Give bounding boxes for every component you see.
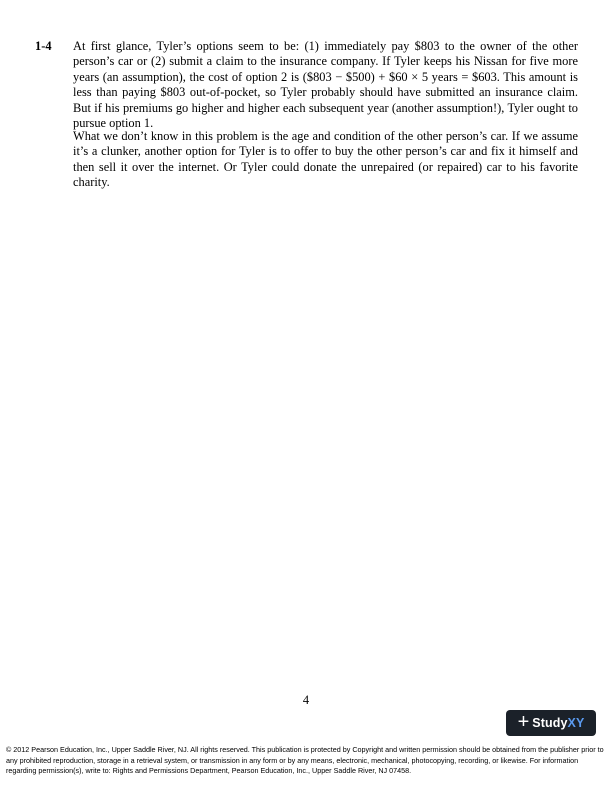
paragraph-1: At first glance, Tyler’s options seem to be: (1) immediately pay $803 to the owner of the other person’s car or (2) submit a claim to the insurance company. If Tyler keeps his Nissan for five more years (an assumption), the cost of option 2 is ($803 − $500) + $60 × 5 years = $603. This amount is less than paying $803 out-of-pocket, so Tyler probably should have submitted an insurance claim. But if his premiums go higher and higher each subsequent year (another assumption!), Tyler ought to pursue option 1. [73, 39, 578, 131]
plus-icon: + [517, 711, 530, 733]
problem-number: 1-4 [35, 39, 52, 53]
logo-text-xy: XY [567, 716, 585, 730]
logo-text-study: Study [532, 716, 568, 730]
page-number: 4 [302, 693, 310, 707]
copyright-footer: © 2012 Pearson Education, Inc., Upper Saddle River, NJ. All rights reserved. This publication is protected by Copyright and written permission should be obtained from the publisher prior to any prohibited reproduction, storage in a retrieval system, or transmission in any form or by any means, electronic, mechanical, photocopying, recording, or likewise. For information regarding permission(s), write to: Rights and Permissions Department, Pearson Education, Inc., Upper Saddle River, NJ 07458. [6, 745, 604, 775]
logo-wordmark [532, 716, 584, 730]
paragraph-2: What we don’t know in this problem is the age and condition of the other person’s car. If we assume it’s a clunker, another option for Tyler is to offer to buy the other person’s car and fix it himself and then sell it over the internet. Or Tyler could donate the unrepaired (or repaired) car to his favorite charity. [73, 129, 578, 190]
studyxy-logo-badge[interactable] [506, 710, 596, 736]
